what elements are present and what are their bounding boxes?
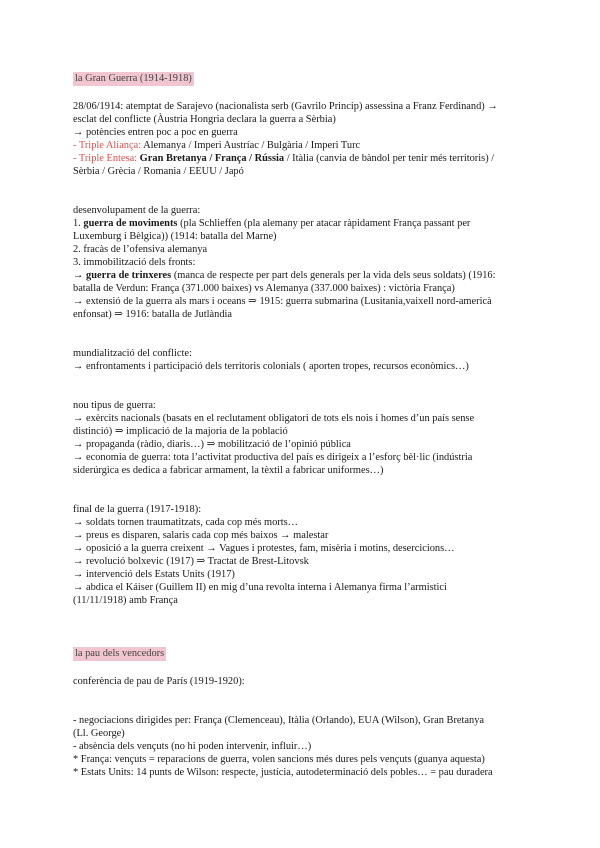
text-line: - negociacions dirigides per: França (Clemenceau), Itàlia (Orlando), EUA (Wilson), Gran Bretanya bbox=[73, 715, 485, 726]
text-line: Luxemburg i Bèlgica)) (1914: batalla del Marne) bbox=[73, 231, 277, 242]
text-line: → enfrontaments i participació dels territoris colonials ( aporten tropes, recursos econòmics…) bbox=[73, 361, 469, 372]
text-line: → potències entren poc a poc en guerra bbox=[73, 127, 238, 138]
subheading: final de la guerra (1917-1918): bbox=[73, 504, 202, 515]
section-title-pau-vencedors bbox=[73, 647, 530, 661]
subheading: desenvolupament de la guerra: bbox=[73, 205, 201, 216]
text-line: → economia de guerra: tota l’activitat productiva del país es dirigeix a l’esforç bèl·lic (indústria bbox=[73, 452, 473, 463]
triple-alianca-text: Alemanya / Imperi Austríac / Bulgària / Imperi Turc bbox=[141, 140, 361, 151]
list-number: 1. bbox=[73, 218, 84, 229]
text-line: - absència dels vençuts (no hi poden intervenir, influir…) bbox=[73, 741, 312, 752]
text-line: → intervenció dels Estats Units (1917) bbox=[73, 569, 235, 580]
text-span: (manca de respecte per part dels generals per la vida dels seus soldats) (1916: bbox=[171, 270, 496, 281]
conferencia-block bbox=[73, 675, 530, 688]
final-guerra-block bbox=[73, 503, 530, 607]
text-line: distinció) ⇒ implicació de la majoria de la població bbox=[73, 426, 288, 437]
text-line: Sèrbia / Grècia / Romania / EEUU / Japó bbox=[73, 166, 244, 177]
conferencia-details bbox=[73, 714, 530, 779]
subheading: mundialització del conflicte: bbox=[73, 348, 192, 359]
text-line: batalla de Verdun: França (371.000 baixes) vs Alemanya (337.000 baixes) : victòria França) bbox=[73, 283, 455, 294]
highlighted-heading: la pau dels vencedors bbox=[75, 648, 165, 659]
text-line: → oposició a la guerra creixent → Vagues i protestes, fam, misèria i motins, desercicions… bbox=[73, 543, 455, 554]
text-line: → abdica el Káiser (Guillem II) en mig d’una revolta interna i Alemanya firma l’armistici bbox=[73, 582, 447, 593]
arrow-prefix: → bbox=[73, 270, 86, 281]
text-line: → propaganda (ràdio, diaris…) ⇒ mobilització de l’opinió pública bbox=[73, 439, 351, 450]
intro-block bbox=[73, 100, 530, 178]
mundialitzacio-block bbox=[73, 347, 530, 373]
text-line: → exèrcits nacionals (basats en el reclutament obligatori de tots els nois i homes d’un país sense bbox=[73, 413, 475, 424]
bold-term: guerra de trinxeres bbox=[86, 270, 172, 281]
bold-term: guerra de moviments bbox=[83, 218, 178, 229]
text-line: → extensió de la guerra als mars i oceans ⇒ 1915: guerra submarina (Lusitania,vaixell nord-americà bbox=[73, 296, 492, 307]
highlighted-heading: la Gran Guerra (1914-1918) bbox=[75, 73, 192, 84]
text-line: esclat del conflicte (Àustria Hongria declara la guerra a Sèrbia) bbox=[73, 114, 336, 125]
text-line: * França: vençuts = reparacions de guerra, volen sancions més dures pels vençuts (guanya aquesta) bbox=[73, 754, 485, 765]
text-line: (11/11/1918) amb França bbox=[73, 595, 178, 606]
text-span: (pla Schlieffen (pla alemany per atacar ràpidament França passant per bbox=[177, 218, 471, 229]
development-block bbox=[73, 204, 530, 321]
text-line: → soldats tornen traumatitzats, cada cop més morts… bbox=[73, 517, 299, 528]
subheading: nou tipus de guerra: bbox=[73, 400, 156, 411]
nou-tipus-block bbox=[73, 399, 530, 477]
triple-entesa-label: - Triple Entesa: bbox=[73, 153, 138, 164]
triple-alianca-label: - Triple Aliança: bbox=[73, 140, 142, 151]
text-line: 3. immobilització dels fronts: bbox=[73, 257, 196, 268]
subheading: conferència de pau de París (1919-1920): bbox=[73, 676, 245, 687]
text-line: → preus es disparen, salaris cada cop més baixos → malestar bbox=[73, 530, 329, 541]
text-line: * Estats Units: 14 punts de Wilson: respecte, justícia, autodeterminació dels pobles… = pau duradera bbox=[73, 767, 493, 778]
text-line bbox=[73, 269, 530, 282]
section-title-gran-guerra bbox=[73, 72, 530, 86]
text-line bbox=[73, 217, 530, 230]
triple-alianca-line bbox=[73, 139, 530, 152]
triple-entesa-line bbox=[73, 152, 530, 165]
text-line: siderúrgica es dedica a fabricar armament, la tèxtil a fabricar uniformes…) bbox=[73, 465, 384, 476]
text-line: 2. fracàs de l’ofensiva alemanya bbox=[73, 244, 208, 255]
triple-entesa-bold: Gran Bretanya / França / Rússia bbox=[137, 153, 285, 164]
text-line: enfonsat) ⇒ 1916: batalla de Jutlàndia bbox=[73, 309, 233, 320]
text-line: → revolució bolxevic (1917) ⇒ Tractat de Brest-Litovsk bbox=[73, 556, 309, 567]
triple-entesa-text: / Itàlia (canvia de bàndol per tenir més territoris) / bbox=[284, 153, 495, 164]
text-line: 28/06/1914: atemptat de Sarajevo (nacionalista serb (Gavrilo Princip) assessina a Franz Ferdinand) → bbox=[73, 101, 498, 112]
text-line: (Ll. George) bbox=[73, 728, 125, 739]
